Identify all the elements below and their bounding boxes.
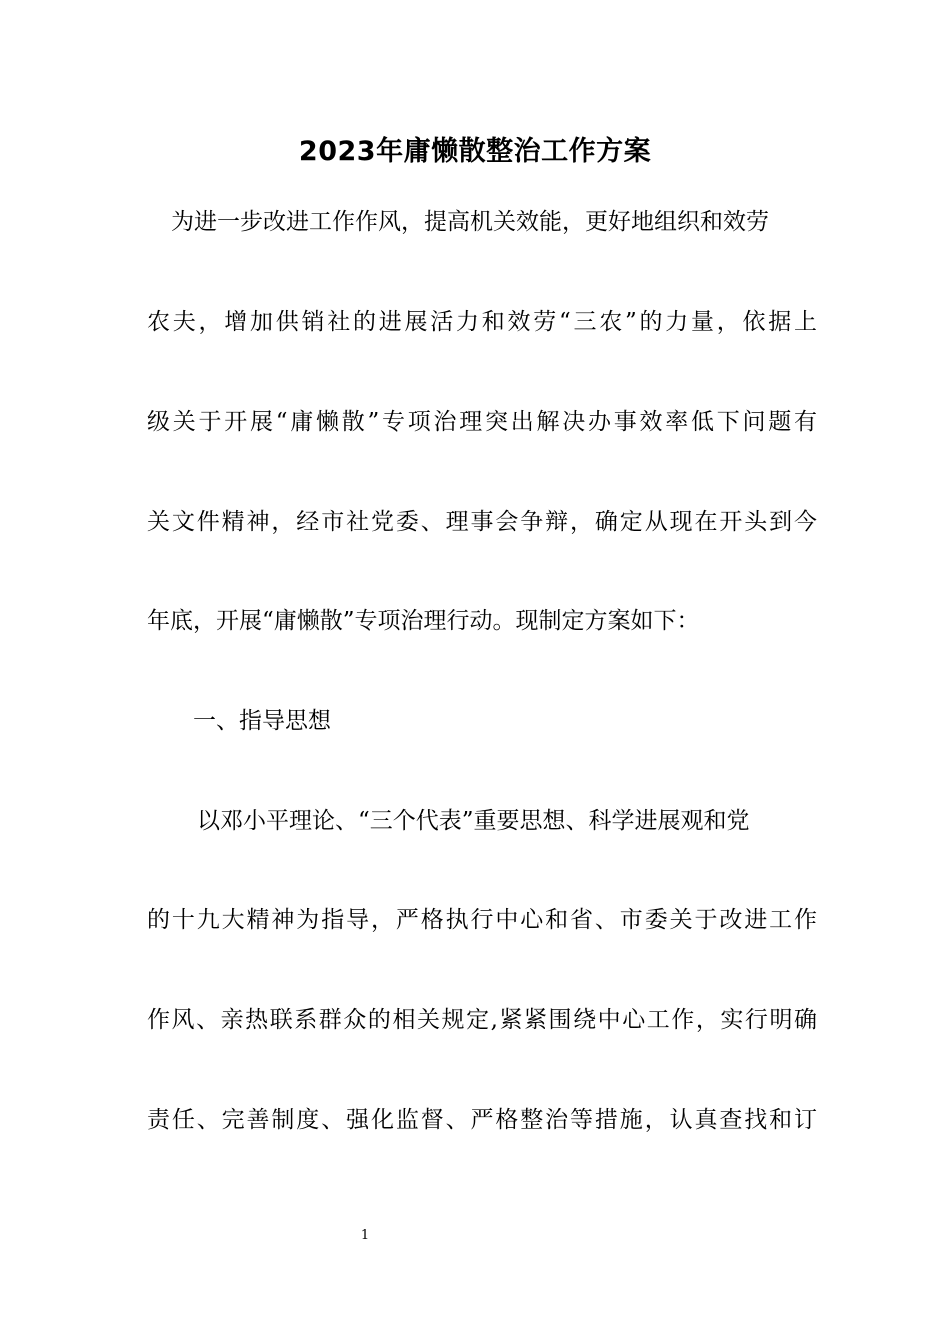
paragraph-line-5: 年底，开展“庸懒散”专项治理行动。现制定方案如下： <box>147 608 700 634</box>
document-title: 2023年庸懒散整治工作方案 <box>298 136 652 167</box>
paragraph-line-8: 作风、亲热联系群众的相关规定,紧紧围绕中心工作，实行明确 <box>147 1007 817 1033</box>
paragraph-line-9: 责任、完善制度、强化监督、严格整治等措施，认真查找和订 <box>147 1107 817 1133</box>
paragraph-line-1: 为进一步改进工作作风，提高机关效能，更好地组织和效劳 <box>171 209 769 235</box>
paragraph-line-3: 级关于开展“庸懒散”专项治理突出解决办事效率低下问题有 <box>147 409 817 435</box>
paragraph-line-7: 的十九大精神为指导，严格执行中心和省、市委关于改进工作 <box>147 907 817 933</box>
paragraph-line-4: 关文件精神，经市社党委、理事会争辩，确定从现在开头到今 <box>147 509 817 535</box>
page-number: 1 <box>360 1228 370 1243</box>
paragraph-line-2: 农夫，增加供销社的进展活力和效劳“三农”的力量，依据上 <box>147 309 817 335</box>
section-heading: 一、指导思想 <box>193 708 331 734</box>
paragraph-line-6: 以邓小平理论、“三个代表”重要思想、科学进展观和党 <box>197 808 750 834</box>
